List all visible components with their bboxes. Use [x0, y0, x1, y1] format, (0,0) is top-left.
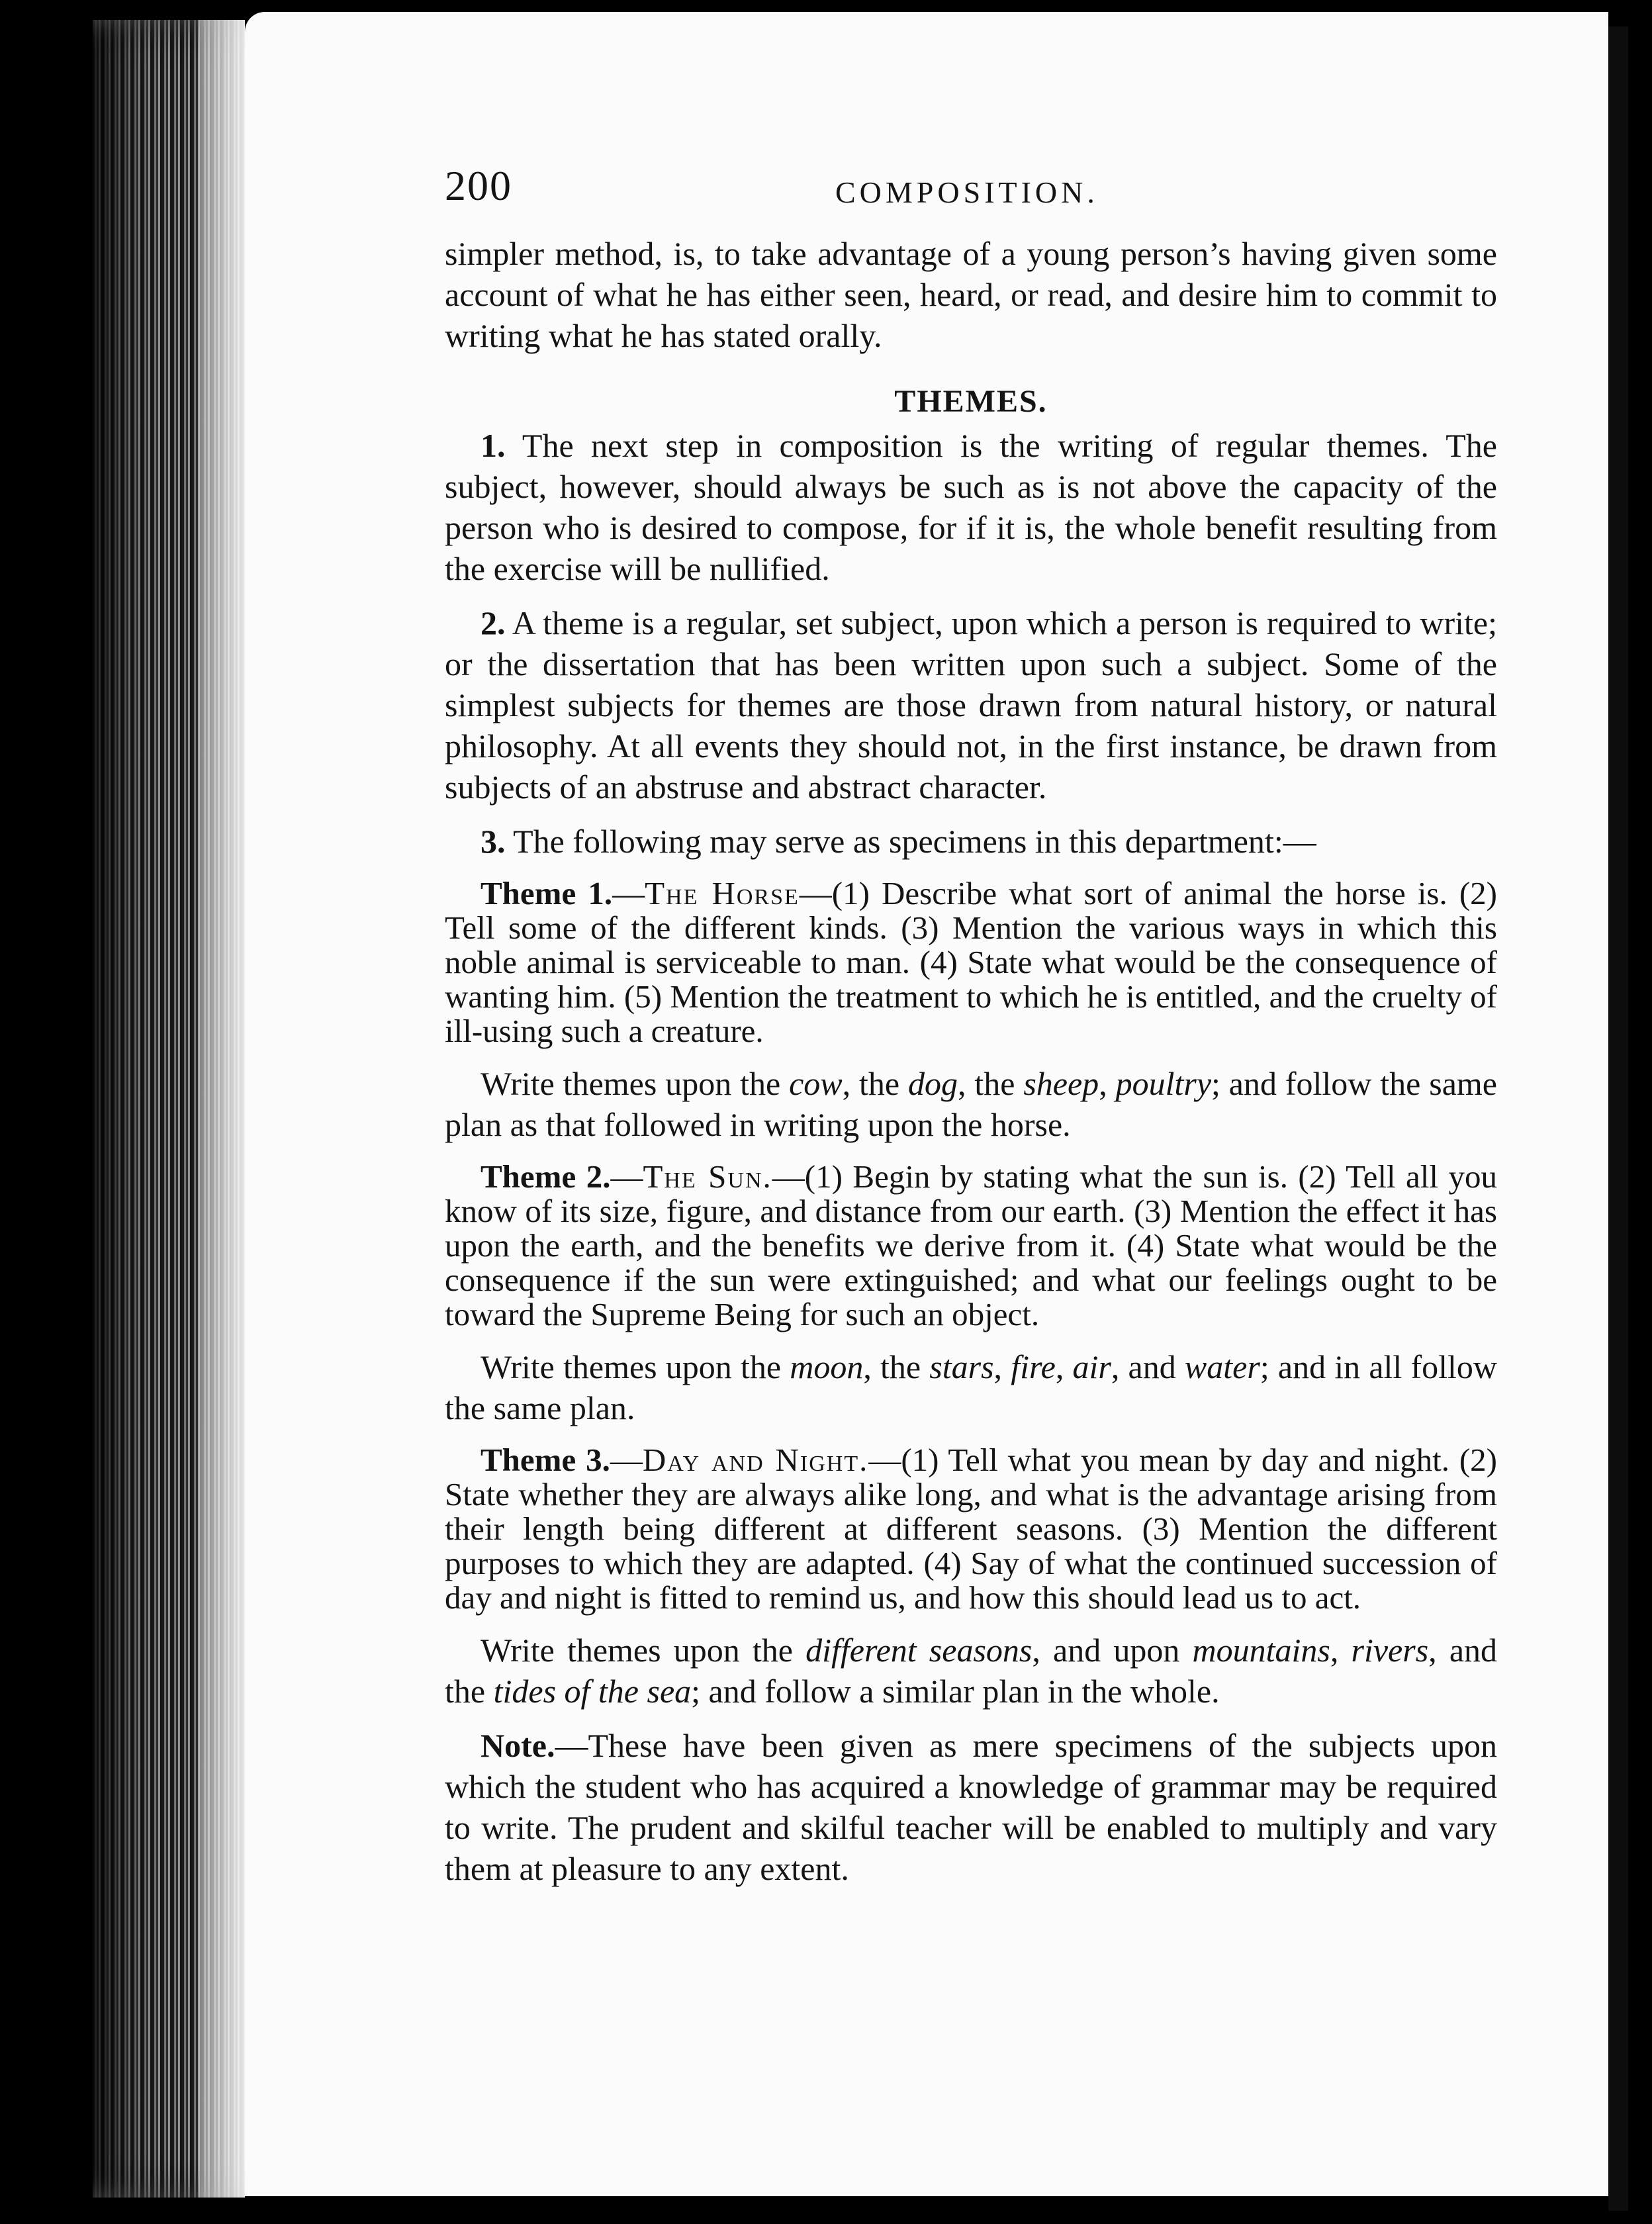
separator: , the — [957, 1065, 1024, 1102]
numbered-paragraph-3 — [445, 821, 1497, 862]
theme-3-followup — [445, 1630, 1497, 1712]
subject-item: rivers — [1351, 1632, 1429, 1669]
separator: , and upon — [1032, 1632, 1193, 1669]
separator: , — [1330, 1632, 1352, 1669]
theme-2-followup — [445, 1346, 1497, 1428]
subject-item: mountains — [1192, 1632, 1330, 1669]
subject-item: moon — [790, 1348, 864, 1385]
paragraph-number: 2. — [481, 604, 506, 641]
running-head — [445, 162, 1497, 225]
separator: , and the — [445, 1632, 1498, 1710]
followup-tail: ; and follow the same plan as that followed in writing upon the horse. — [445, 1065, 1497, 1143]
subject-item: fire — [1011, 1348, 1056, 1385]
subject-item: different seasons — [805, 1632, 1032, 1669]
paragraph-text: The next step in composition is the writing of regular themes. The subject, however, should always be such as is not above the capacity of the person who is desired to compose, for if it is, the whole benefit resulting from the exercise will be nullified. — [445, 427, 1497, 587]
note-text: —These have been given as mere specimens of the subjects upon which the student who has acquired a knowledge of grammar may be required to write. The prudent and skilful teacher will be enabled to multiply and vary them at pleasure to any extent. — [445, 1727, 1497, 1887]
subject-item: poultry — [1115, 1065, 1212, 1102]
theme-title: Day and Night. — [642, 1442, 869, 1478]
numbered-paragraph-1 — [445, 425, 1497, 589]
separator: , — [1055, 1348, 1073, 1385]
separator: , the — [863, 1348, 930, 1385]
running-title: COMPOSITION. — [835, 175, 1099, 209]
theme-1: Theme 1.—The Horse—(1) Describe what sort of animal the horse is. (2) Tell some of the different kinds. (3) Mention the various ways in which this noble animal is serviceable to man. (4) State what would be the consequence of wanting him. (5) Mention the treatment to which he is entitled, and the cruelty of ill-using such a creature. — [445, 875, 1497, 1049]
theme-label: Theme 2. — [481, 1158, 611, 1195]
paragraph-text: The following may serve as specimens in this department:— — [513, 823, 1316, 860]
separator: , — [1099, 1065, 1116, 1102]
theme-text: (1) Tell what you mean by day and night. (2) State whether they are always alike long, and what is the advantage arising from their length being different at different seasons. (3) Mention the different purposes to which they are adapted. (4) Say of what the continued succession of day and night is fitted to remind us, and how this should lead us to act. — [445, 1442, 1497, 1616]
page-content — [445, 162, 1498, 1889]
followup-tail: ; and in all follow the same plan. — [445, 1348, 1498, 1426]
numbered-paragraph-2 — [445, 602, 1497, 808]
followup-lead: Write themes upon the — [481, 1632, 806, 1669]
subject-item: tides of the sea — [493, 1673, 692, 1710]
theme-1-followup — [445, 1063, 1497, 1145]
subject-item: dog — [907, 1065, 958, 1102]
followup-lead: Write themes upon the — [481, 1348, 790, 1385]
theme-text: (1) Begin by stating what the sun is. (2) Tell all you know of its size, figure, and distance from our earth. (3) Mention the effect it has upon the earth, and the benefits we derive from it. (4) State what would be the consequence if the sun were extinguished; and what our feelings ought to be toward the Supreme Being for such an object. — [445, 1158, 1497, 1332]
note-label: Note. — [481, 1727, 555, 1764]
intro-paragraph: simpler method, is, to take advantage of a young person’s having given some account of what he has either seen, heard, or read, and desire him to commit to writing what he has stated orally. — [445, 235, 1497, 354]
subject-item: water — [1184, 1348, 1260, 1385]
theme-title: The Sun. — [643, 1158, 772, 1195]
subject-item: cow — [789, 1065, 843, 1102]
section-title: THEMES. — [894, 384, 1048, 419]
paragraph-number: 3. — [481, 823, 506, 860]
theme-label: Theme 1. — [481, 875, 613, 911]
followup-lead: Write themes upon the — [481, 1065, 790, 1102]
paragraph-text: A theme is a regular, set subject, upon which a person is required to write; or the dissertation that has been written upon such a subject. Some of the simplest subjects for themes are those drawn from natural history, or natural philosophy. At all events they should not, in the first instance, be drawn from subjects of an abstruse and abstract character. — [445, 604, 1497, 806]
theme-3: Theme 3.—Day and Night.—(1) Tell what you mean by day and night. (2) State whether they are always alike long, and what is the advantage arising from their length being different at different seasons. (3) Mention the different purposes to which they are adapted. (4) Say of what the continued succession of day and night is fitted to remind us, and how this should lead us to act. — [445, 1442, 1497, 1616]
theme-label: Theme 3. — [481, 1442, 610, 1478]
subject-item: sheep — [1023, 1065, 1099, 1102]
theme-text: (1) Describe what sort of animal the horse is. (2) Tell some of the different kinds. (3) Mention the various ways in which this noble animal is serviceable to man. (4) State what would be the consequence of wanting him. (5) Mention the treatment to which he is entitled, and the cruelty of ill-using such a creature. — [445, 875, 1497, 1049]
subject-item: air — [1072, 1348, 1111, 1385]
right-page-shadow — [1608, 26, 1628, 2211]
paragraph-number: 1. — [481, 427, 506, 464]
separator: , — [993, 1348, 1011, 1385]
theme-2: Theme 2.—The Sun.—(1) Begin by stating what the sun is. (2) Tell all you know of its size, figure, and distance from our earth. (3) Mention the effect it has upon the earth, and the benefits we derive from it. (4) State what would be the consequence if the sun were extinguished; and what our feelings ought to be toward the Supreme Being for such an object. — [445, 1158, 1497, 1332]
separator: , the — [842, 1065, 908, 1102]
followup-tail: ; and follow a similar plan in the whole. — [691, 1673, 1220, 1710]
page-number: 200 — [445, 162, 512, 209]
note-paragraph — [445, 1725, 1497, 1889]
separator: , and — [1111, 1348, 1185, 1385]
subject-item: stars — [929, 1348, 994, 1385]
theme-title: The Horse — [645, 875, 800, 911]
book-binding-edge — [93, 20, 245, 2198]
